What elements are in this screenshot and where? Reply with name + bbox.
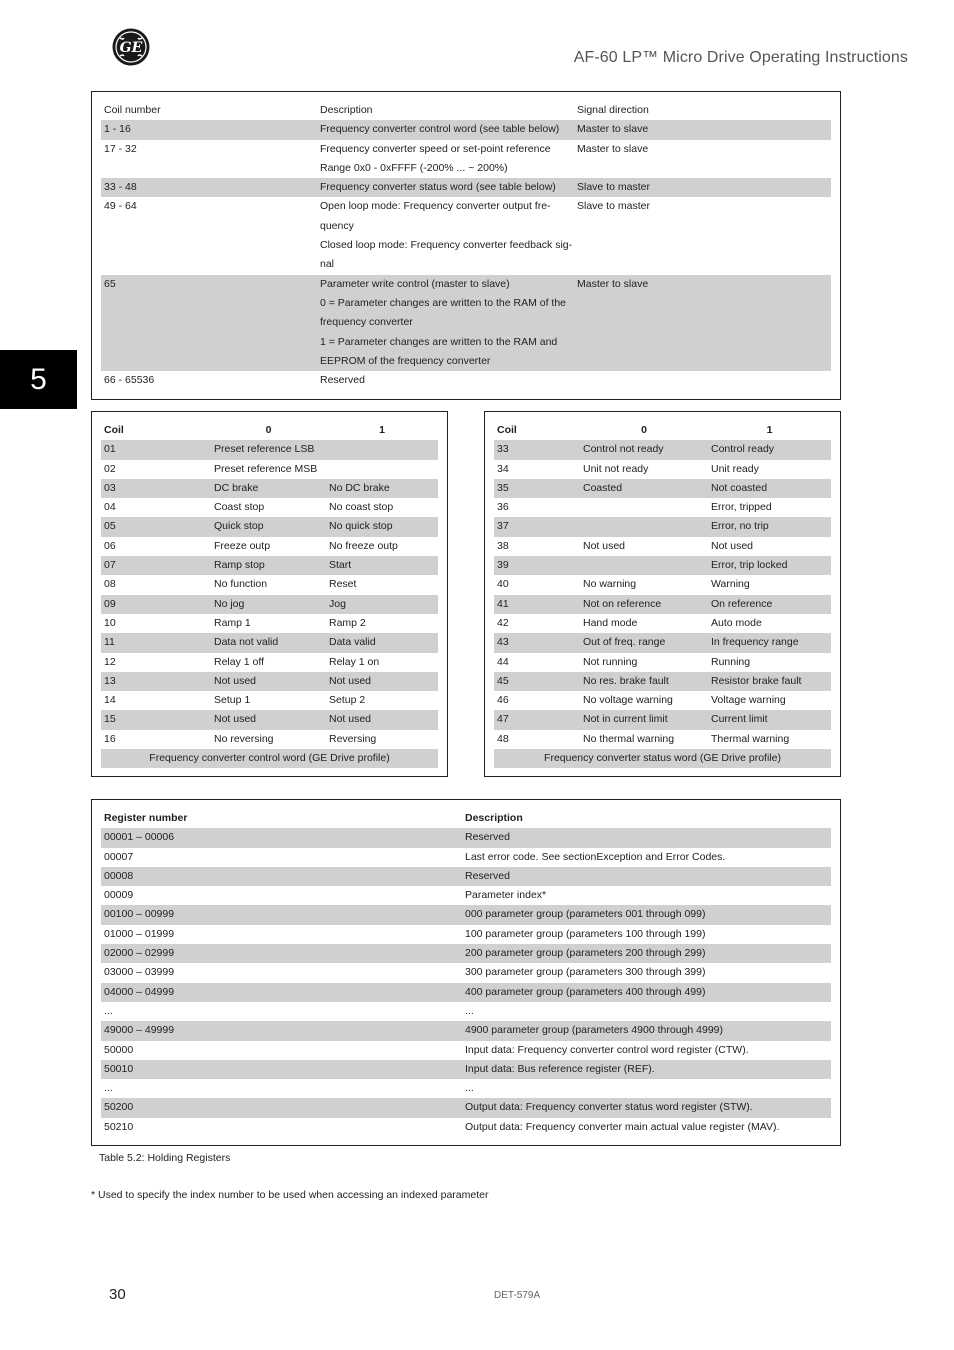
- description-cell: Open loop mode: Frequency converter output fre-: [320, 200, 551, 213]
- value-0-cell: Coast stop: [214, 501, 265, 514]
- coil-cell: 40: [497, 578, 509, 591]
- coil-cell: 01: [101, 440, 211, 459]
- description-cell: Frequency converter status word (see table below): [317, 178, 574, 197]
- table-row: [494, 537, 831, 556]
- coil-cell: 47: [494, 710, 580, 729]
- coil-number-cell: [101, 313, 317, 332]
- register-number-cell: ...: [104, 1004, 113, 1017]
- coil-cell: 44: [497, 655, 509, 668]
- status-word-table: [484, 411, 841, 777]
- table-row: [101, 653, 438, 672]
- table-row: [101, 371, 831, 390]
- register-description-cell: Last error code. See sectionException and Error Codes.: [465, 850, 726, 863]
- value-0-cell: No res. brake fault: [580, 672, 708, 691]
- table-row: [101, 120, 831, 139]
- coil-number-cell: [101, 236, 317, 255]
- table-footer-row: [101, 749, 438, 768]
- table-footer: Frequency converter status word (GE Drive profile): [494, 749, 831, 768]
- signal-direction-cell: Master to slave: [574, 275, 831, 294]
- coil-cell: 42: [497, 616, 509, 629]
- signal-direction-cell: [574, 255, 831, 274]
- value-0-cell: Control not ready: [580, 440, 708, 459]
- value-1-cell: Error, trip locked: [708, 556, 831, 575]
- footnote: * Used to specify the index number to be used when accessing an indexed parameter: [91, 1189, 489, 1201]
- table-row: [101, 479, 438, 498]
- register-number-cell: ...: [104, 1082, 113, 1095]
- signal-direction-cell: Master to slave: [577, 142, 649, 155]
- table-row: [101, 963, 831, 982]
- table-row: [494, 730, 831, 749]
- coil-cell: 35: [494, 479, 580, 498]
- register-number-cell: 50000: [104, 1043, 134, 1056]
- value-0-cell: Data not valid: [211, 633, 326, 652]
- signal-direction-cell: Slave to master: [577, 200, 650, 213]
- table-row: [494, 498, 831, 517]
- value-0-cell: No thermal warning: [583, 732, 675, 745]
- value-0-cell: Not running: [583, 655, 638, 668]
- column-header: 0: [641, 424, 647, 436]
- column-header: 1: [766, 424, 773, 436]
- table-row: [101, 537, 438, 556]
- coil-cell: 10: [104, 616, 116, 629]
- table-row: [101, 1118, 831, 1137]
- value-1-cell: Running: [711, 655, 751, 668]
- description-cell: Frequency converter control word (see table below): [317, 120, 574, 139]
- value-1-cell: Not used: [711, 539, 754, 552]
- value-0-cell: Preset reference LSB: [211, 440, 326, 459]
- coil-cell: 04: [104, 501, 116, 514]
- table-row: [101, 867, 831, 886]
- value-0-cell: Not in current limit: [580, 710, 708, 729]
- table-row: [494, 691, 831, 710]
- coil-cell: 09: [101, 595, 211, 614]
- coil-cell: 16: [104, 732, 116, 745]
- table-row: [101, 905, 831, 924]
- coil-number-cell: [101, 352, 317, 371]
- value-0-cell: Freeze outp: [214, 539, 271, 552]
- table-row: [494, 575, 831, 594]
- table-row: [101, 730, 438, 749]
- signal-direction-cell: [574, 352, 831, 371]
- description-cell: 1 = Parameter changes are written to the RAM and: [317, 333, 574, 352]
- value-0-cell: Ramp stop: [211, 556, 326, 575]
- table-header-row: [494, 421, 831, 440]
- table-row: [101, 498, 438, 517]
- table-row-continuation: [101, 333, 831, 352]
- value-1-cell: Start: [326, 556, 438, 575]
- coil-number-cell: [101, 217, 317, 236]
- table-row: [494, 633, 831, 652]
- value-0-cell: Hand mode: [583, 616, 638, 629]
- value-0-cell: Not used: [583, 539, 626, 552]
- value-0-cell: Setup 1: [214, 694, 251, 707]
- register-number-cell: 00007: [104, 850, 134, 863]
- coil-cell: 34: [497, 462, 509, 475]
- coil-cell: 46: [497, 694, 509, 707]
- table-row: [101, 614, 438, 633]
- register-description-cell: Reserved: [462, 867, 831, 886]
- register-number-cell: 01000 – 01999: [104, 927, 175, 940]
- table-row: [101, 983, 831, 1002]
- value-1-cell: Not used: [326, 672, 438, 691]
- description-cell: Closed loop mode: Frequency converter feedback sig-: [320, 239, 573, 252]
- value-0-cell: Not on reference: [580, 595, 708, 614]
- table-row: [101, 440, 438, 459]
- value-1-cell: No quick stop: [326, 517, 438, 536]
- value-0-cell: [580, 498, 708, 517]
- column-header: Coil: [104, 424, 124, 436]
- coil-cell: 37: [494, 517, 580, 536]
- table-header-row: [101, 101, 831, 120]
- value-1-cell: Control ready: [708, 440, 831, 459]
- value-1-cell: Not coasted: [708, 479, 831, 498]
- value-0-cell: Coasted: [580, 479, 708, 498]
- coil-number-cell: [101, 255, 317, 274]
- value-1-cell: Reversing: [329, 732, 377, 745]
- coil-cell: 45: [494, 672, 580, 691]
- value-1-cell: Auto mode: [711, 616, 762, 629]
- value-0-cell: No reversing: [214, 732, 274, 745]
- coil-number-cell: 17 - 32: [104, 142, 137, 155]
- register-description-cell: Input data: Frequency converter control word register (CTW).: [465, 1043, 749, 1056]
- register-description-cell: 100 parameter group (parameters 100 through 199): [465, 927, 706, 940]
- register-description-cell: 400 parameter group (parameters 400 through 499): [462, 983, 831, 1002]
- signal-direction-cell: [574, 294, 831, 313]
- column-header: Description: [465, 812, 523, 824]
- table-row-continuation: [101, 352, 831, 371]
- description-cell: Reserved: [320, 374, 365, 387]
- table-row: [101, 710, 438, 729]
- value-0-cell: Quick stop: [211, 517, 326, 536]
- coil-number-cell: 66 - 65536: [104, 374, 155, 387]
- register-number-cell: 04000 – 04999: [101, 983, 462, 1002]
- signal-direction-cell: Slave to master: [574, 178, 831, 197]
- value-1-cell: On reference: [708, 595, 831, 614]
- value-0-cell: No jog: [211, 595, 326, 614]
- value-1-cell: Error, no trip: [708, 517, 831, 536]
- value-0-cell: [580, 517, 708, 536]
- value-1-cell: Not used: [326, 710, 438, 729]
- coil-cell: 38: [497, 539, 509, 552]
- coil-cell: 39: [494, 556, 580, 575]
- register-description-cell: ...: [465, 1082, 474, 1095]
- column-header: Coil: [497, 424, 517, 436]
- value-0-cell: No function: [214, 578, 268, 591]
- table-footer-row: [494, 749, 831, 768]
- table-row: [494, 556, 831, 575]
- register-description-cell: Output data: Frequency converter main actual value register (MAV).: [465, 1120, 780, 1133]
- coil-cell: 14: [104, 694, 116, 707]
- coil-cell: 08: [104, 578, 116, 591]
- value-1-cell: In frequency range: [708, 633, 831, 652]
- register-description-cell: 4900 parameter group (parameters 4900 through 4999): [462, 1021, 831, 1040]
- table-row: [101, 633, 438, 652]
- table-header-row: [101, 809, 831, 828]
- value-0-cell: Unit not ready: [583, 462, 649, 475]
- coil-cell: 11: [101, 633, 211, 652]
- value-1-cell: No coast stop: [329, 501, 394, 514]
- column-header: Register number: [104, 812, 188, 824]
- table-row: [101, 672, 438, 691]
- value-1-cell: Resistor brake fault: [708, 672, 831, 691]
- signal-direction-cell: [574, 333, 831, 352]
- description-cell: quency: [320, 219, 354, 232]
- value-0-cell: Not used: [211, 710, 326, 729]
- table-row-continuation: [101, 236, 831, 255]
- coil-cell: 12: [104, 655, 116, 668]
- table-row: [494, 460, 831, 479]
- document-code: DET-579A: [494, 1290, 541, 1301]
- value-0-cell: Not used: [211, 672, 326, 691]
- description-cell: nal: [320, 258, 335, 271]
- value-1-cell: Warning: [711, 578, 750, 591]
- table-row: [101, 1002, 831, 1021]
- coil-cell: 13: [101, 672, 211, 691]
- signal-direction-cell: Master to slave: [574, 120, 831, 139]
- table-header-row: [101, 421, 438, 440]
- table-row: [101, 1060, 831, 1079]
- coil-number-cell: 49 - 64: [104, 200, 137, 213]
- register-number-cell: 50010: [101, 1060, 462, 1079]
- table-row-continuation: [101, 159, 831, 178]
- value-1-cell: Ramp 2: [329, 616, 366, 629]
- table-row-continuation: [101, 217, 831, 236]
- table-row-continuation: [101, 294, 831, 313]
- value-1-cell: No freeze outp: [329, 539, 398, 552]
- value-0-cell: Relay 1 off: [214, 655, 265, 668]
- register-description-cell: 300 parameter group (parameters 300 through 399): [465, 966, 706, 979]
- coil-number-cell: [101, 294, 317, 313]
- chapter-tab: 5: [0, 350, 77, 409]
- coil-number-cell: 1 - 16: [101, 120, 317, 139]
- value-1-cell: Current limit: [708, 710, 831, 729]
- value-1-cell: No DC brake: [326, 479, 438, 498]
- table-row-continuation: [101, 255, 831, 274]
- coil-number-cell: 65: [101, 275, 317, 294]
- table-caption: Table 5.2: Holding Registers: [99, 1152, 231, 1164]
- column-header: 0: [265, 424, 272, 436]
- holding-registers-table: [91, 799, 841, 1146]
- value-1-cell: Error, tripped: [711, 501, 772, 514]
- coil-number-table: [91, 91, 841, 400]
- column-header: Signal direction: [577, 104, 649, 116]
- coil-cell: 05: [101, 517, 211, 536]
- register-number-cell: 03000 – 03999: [104, 966, 175, 979]
- signal-direction-cell: [574, 217, 831, 236]
- register-number-cell: 50200: [101, 1098, 462, 1117]
- control-word-table: [91, 411, 448, 777]
- register-description-cell: Parameter index*: [465, 889, 547, 902]
- value-0-cell: Preset reference MSB: [214, 462, 318, 475]
- signal-direction-cell: [574, 236, 831, 255]
- ge-logo: [112, 28, 150, 66]
- value-1-cell: [326, 460, 438, 479]
- page-number: 30: [109, 1286, 126, 1303]
- column-header: Description: [320, 104, 373, 116]
- table-row: [101, 595, 438, 614]
- description-cell: frequency converter: [317, 313, 574, 332]
- table-row: [101, 848, 831, 867]
- description-cell: Parameter write control (master to slave): [317, 275, 574, 294]
- table-row: [494, 710, 831, 729]
- description-cell: Range 0x0 - 0xFFFF (-200% ... ~ 200%): [320, 161, 508, 174]
- table-row: [101, 575, 438, 594]
- description-cell: EEPROM of the frequency converter: [317, 352, 574, 371]
- signal-direction-cell: [574, 313, 831, 332]
- coil-number-cell: [101, 333, 317, 352]
- table-row: [101, 1079, 831, 1098]
- coil-cell: 02: [104, 462, 116, 475]
- value-0-cell: Ramp 1: [214, 616, 251, 629]
- value-1-cell: Setup 2: [329, 694, 366, 707]
- table-row-continuation: [101, 313, 831, 332]
- document-title: AF-60 LP™ Micro Drive Operating Instructions: [573, 49, 908, 66]
- table-row: [101, 275, 831, 294]
- value-0-cell: Out of freq. range: [580, 633, 708, 652]
- register-number-cell: 00100 – 00999: [101, 905, 462, 924]
- table-row: [101, 886, 831, 905]
- table-row: [494, 672, 831, 691]
- coil-number-cell: [101, 159, 317, 178]
- value-1-cell: Unit ready: [711, 462, 759, 475]
- coil-cell: 07: [101, 556, 211, 575]
- description-cell: Frequency converter speed or set-point reference: [320, 142, 551, 155]
- register-description-cell: ...: [465, 1004, 474, 1017]
- value-0-cell: No warning: [583, 578, 637, 591]
- register-description-cell: 200 parameter group (parameters 200 through 299): [462, 944, 831, 963]
- table-row: [494, 614, 831, 633]
- table-row: [101, 460, 438, 479]
- value-1-cell: [326, 440, 438, 459]
- column-header: Coil number: [104, 104, 161, 116]
- register-number-cell: 50210: [104, 1120, 134, 1133]
- table-row: [101, 517, 438, 536]
- table-row: [494, 479, 831, 498]
- register-number-cell: 00009: [104, 889, 134, 902]
- table-row: [101, 178, 831, 197]
- table-row: [101, 1098, 831, 1117]
- register-description-cell: Reserved: [462, 828, 831, 847]
- table-row: [101, 925, 831, 944]
- table-row: [101, 556, 438, 575]
- table-row: [101, 140, 831, 159]
- coil-number-cell: 33 - 48: [101, 178, 317, 197]
- coil-cell: 43: [494, 633, 580, 652]
- table-row: [101, 1041, 831, 1060]
- value-0-cell: No voltage warning: [583, 694, 673, 707]
- register-number-cell: 02000 – 02999: [101, 944, 462, 963]
- coil-cell: 15: [101, 710, 211, 729]
- coil-cell: 36: [497, 501, 509, 514]
- table-row: [101, 691, 438, 710]
- register-number-cell: 00008: [101, 867, 462, 886]
- coil-cell: 03: [101, 479, 211, 498]
- coil-cell: 48: [497, 732, 509, 745]
- table-row: [494, 517, 831, 536]
- table-row: [101, 944, 831, 963]
- value-1-cell: Data valid: [326, 633, 438, 652]
- table-row: [494, 440, 831, 459]
- register-description-cell: Input data: Bus reference register (REF).: [462, 1060, 831, 1079]
- signal-direction-cell: [574, 159, 831, 178]
- svg-text:GE: GE: [119, 40, 143, 56]
- value-1-cell: Reset: [329, 578, 357, 591]
- column-header: 1: [379, 424, 385, 436]
- table-row: [101, 828, 831, 847]
- table-row: [101, 1021, 831, 1040]
- value-1-cell: Voltage warning: [711, 694, 786, 707]
- value-1-cell: Thermal warning: [711, 732, 790, 745]
- table-row: [494, 595, 831, 614]
- table-row: [101, 197, 831, 216]
- table-row: [494, 653, 831, 672]
- value-1-cell: Jog: [326, 595, 438, 614]
- coil-cell: 33: [494, 440, 580, 459]
- register-number-cell: 00001 – 00006: [101, 828, 462, 847]
- register-description-cell: Output data: Frequency converter status word register (STW).: [462, 1098, 831, 1117]
- register-description-cell: 000 parameter group (parameters 001 through 099): [462, 905, 831, 924]
- register-number-cell: 49000 – 49999: [101, 1021, 462, 1040]
- value-1-cell: Relay 1 on: [329, 655, 380, 668]
- coil-cell: 06: [104, 539, 116, 552]
- coil-cell: 41: [494, 595, 580, 614]
- signal-direction-cell: [574, 371, 831, 390]
- description-cell: 0 = Parameter changes are written to the RAM of the: [317, 294, 574, 313]
- value-0-cell: [580, 556, 708, 575]
- table-footer: Frequency converter control word (GE Drive profile): [101, 749, 438, 768]
- value-0-cell: DC brake: [211, 479, 326, 498]
